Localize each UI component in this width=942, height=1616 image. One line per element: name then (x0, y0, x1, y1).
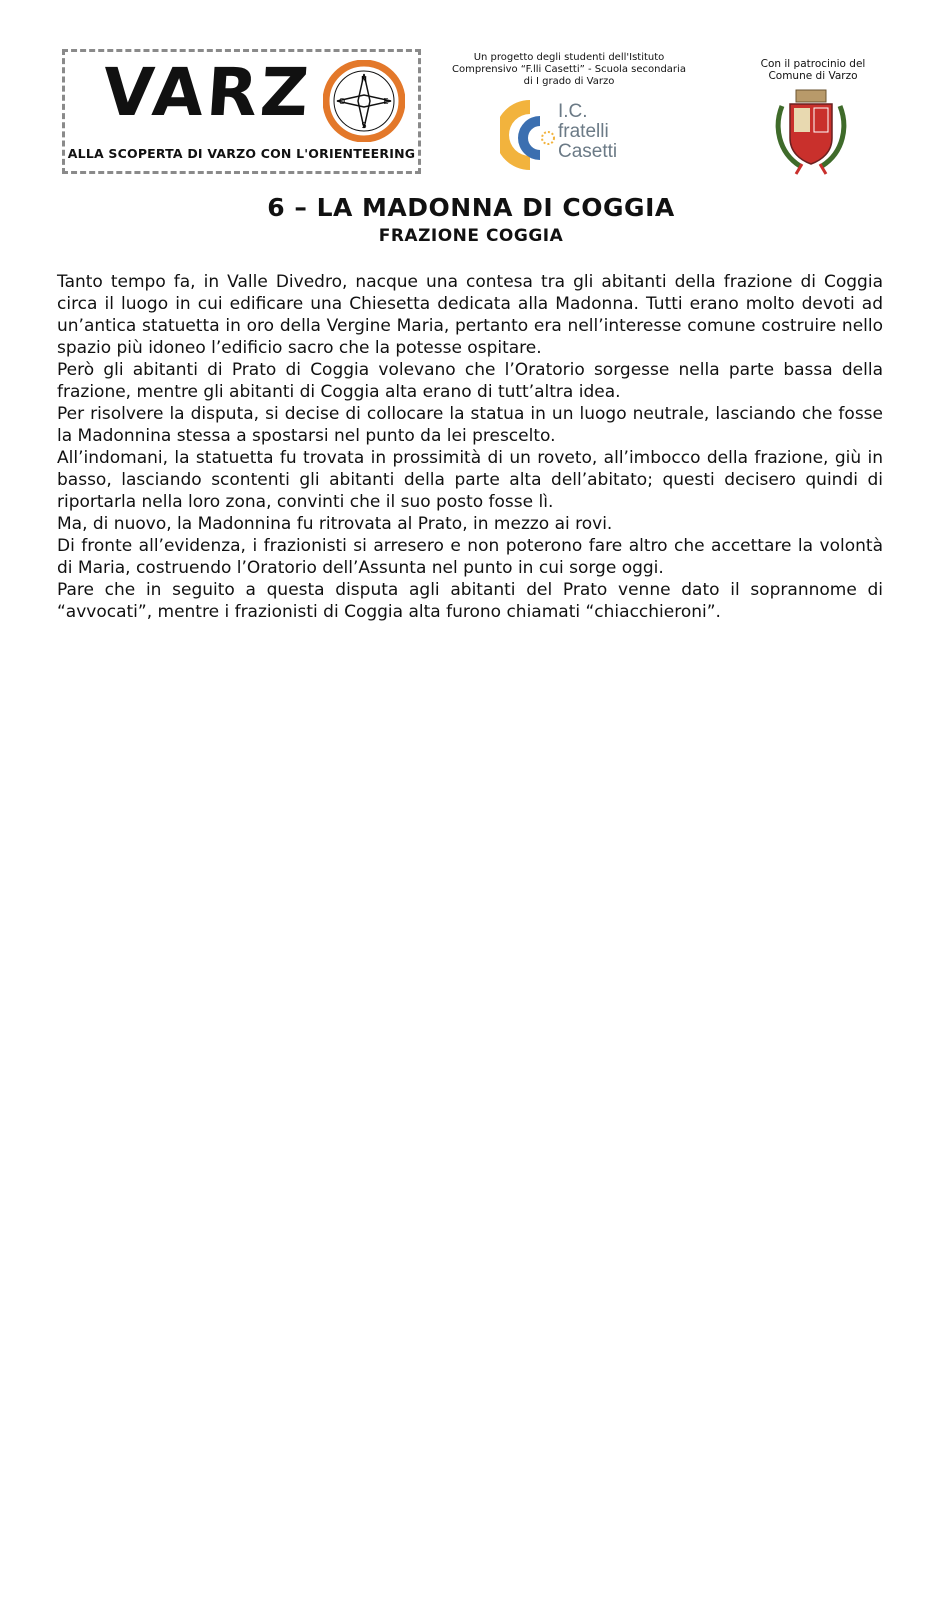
story-paragraph: Pare che in seguito a questa disputa agli abitanti del Prato venne dato il soprannome di “avvocati”, mentre i frazionisti di Coggia alta furono chiamati “chiacchieroni”. (57, 580, 883, 622)
page-subtitle: FRAZIONE COGGIA (378, 226, 564, 246)
school-name-line3: Casetti (558, 141, 618, 162)
school-logo (500, 98, 640, 172)
logo-word: VARZ (100, 54, 315, 131)
story-paragraph: Tanto tempo fa, in Valle Divedro, nacque una contesa tra gli abitanti della frazione di Coggia circa il luogo in cui edificare una Chiesetta dedicata alla Madonna. Tutti erano molto devoti ad un’antica statuetta in oro della Vergine Maria, pertanto era nell’interesse comune costruire nello spazio più idoneo l’edificio sacro che la potesse ospitare. (57, 272, 883, 358)
story-paragraph: Ma, di nuovo, la Madonnina fu ritrovata al Prato, in mezzo ai rovi. (57, 514, 613, 534)
story-paragraph: Però gli abitanti di Prato di Coggia volevano che l’Oratorio sorgesse nella parte bassa della frazione, mentre gli abitanti di Coggia alta erano di tutt’altra idea. (57, 360, 883, 402)
school-name-line2: fratelli (558, 121, 609, 142)
project-note: Un progetto degli studenti dell'Istituto Comprensivo “F.lli Casetti” - Scuola secondaria di I grado di Varzo (452, 52, 686, 87)
story-paragraph: Di fronte all’evidenza, i frazionisti si arresero e non poterono fare altro che accettare la volontà di Maria, costruendo l’Oratorio dell’Assunta nel punto in cui sorge oggi. (57, 536, 883, 578)
compass-e-label: E (383, 97, 389, 106)
compass-s-label: S (361, 121, 367, 130)
page-title: 6 – LA MADONNA DI COGGIA (267, 193, 675, 222)
school-name (558, 102, 617, 162)
compass-o-label: O (338, 97, 346, 106)
compass-icon (323, 60, 405, 142)
school-emblem-icon (500, 98, 556, 172)
logo-tagline: ALLA SCOPERTA DI VARZO CON L'ORIENTEERING (67, 146, 416, 161)
patron-note: Con il patrocinio del Comune di Varzo (760, 58, 866, 82)
compass-n-label: N (361, 75, 367, 84)
story-text (57, 271, 883, 623)
municipal-crest-icon (770, 86, 852, 176)
varzo-logo (62, 49, 421, 174)
story-paragraph: All’indomani, la statuetta fu trovata in prossimità di un roveto, all’imbocco della frazione, giù in basso, lasciando scontenti gli abitanti della parte alta dell’abitato; questi decisero quindi di riportarla nella loro zona, convinti che il suo posto fosse lì. (57, 448, 883, 512)
school-name-line1: I.C. (558, 101, 588, 122)
story-paragraph: Per risolvere la disputa, si decise di collocare la statua in un luogo neutrale, lasciando che fosse la Madonnina stessa a spostarsi nel punto da lei prescelto. (57, 404, 883, 446)
